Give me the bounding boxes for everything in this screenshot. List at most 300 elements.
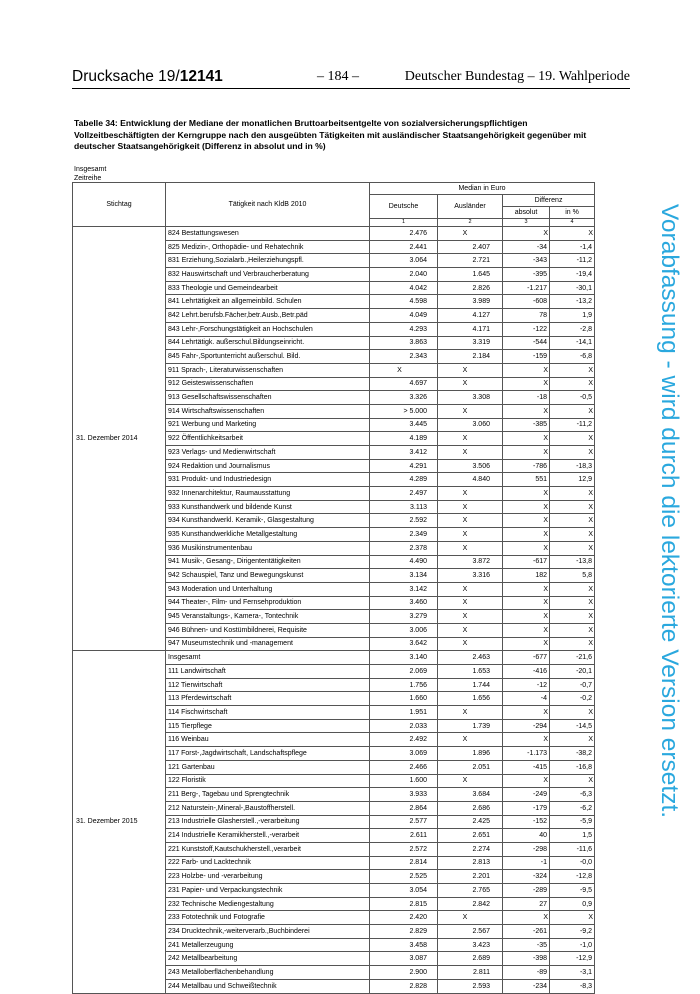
pct-cell: -9,2 — [550, 925, 595, 939]
pct-cell: -14,5 — [550, 719, 595, 733]
deutsche-cell: 4.189 — [370, 432, 438, 446]
taetigkeit-cell: 833 Theologie und Gemeindearbeit — [166, 281, 370, 295]
deutsche-cell: 3.069 — [370, 747, 438, 761]
taetigkeit-cell: 116 Weinbau — [166, 733, 370, 747]
pct-cell: -13,2 — [550, 295, 595, 309]
pct-cell: -1,0 — [550, 938, 595, 952]
auslaender-cell: 1.653 — [438, 665, 503, 679]
deutsche-cell: 4.490 — [370, 555, 438, 569]
deutsche-cell: 3.006 — [370, 623, 438, 637]
absolut-cell: -179 — [503, 801, 550, 815]
taetigkeit-cell: 232 Technische Mediengestaltung — [166, 897, 370, 911]
auslaender-cell: 4.171 — [438, 322, 503, 336]
deutsche-cell: 3.140 — [370, 651, 438, 665]
deutsche-cell: 3.460 — [370, 596, 438, 610]
auslaender-cell: X — [438, 432, 503, 446]
auslaender-cell: X — [438, 446, 503, 460]
auslaender-cell: X — [438, 528, 503, 542]
auslaender-cell: 4.127 — [438, 309, 503, 323]
pct-cell: -30,1 — [550, 281, 595, 295]
deutsche-cell: 2.492 — [370, 733, 438, 747]
pct-cell: -21,6 — [550, 651, 595, 665]
taetigkeit-cell: 936 Musikinstrumentenbau — [166, 541, 370, 555]
deutsche-cell: 2.040 — [370, 268, 438, 282]
deutsche-cell: 2.349 — [370, 528, 438, 542]
pct-cell: -16,8 — [550, 760, 595, 774]
meta-line: Insgesamt — [74, 166, 107, 173]
deutsche-cell: 3.113 — [370, 500, 438, 514]
absolut-cell: X — [503, 911, 550, 925]
pct-cell: -19,4 — [550, 268, 595, 282]
deutsche-cell: 2.069 — [370, 665, 438, 679]
deutsche-cell: 2.814 — [370, 856, 438, 870]
auslaender-cell: 3.684 — [438, 788, 503, 802]
pct-cell: X — [550, 404, 595, 418]
absolut-cell: X — [503, 541, 550, 555]
auslaender-cell: 1.739 — [438, 719, 503, 733]
auslaender-cell: 2.689 — [438, 952, 503, 966]
auslaender-cell: X — [438, 487, 503, 501]
auslaender-cell: 2.407 — [438, 240, 503, 254]
absolut-cell: -89 — [503, 966, 550, 980]
deutsche-cell: 3.642 — [370, 637, 438, 651]
taetigkeit-cell: 934 Kunsthandwerkl. Keramik-, Glasgestaltung — [166, 514, 370, 528]
deutsche-cell: 3.054 — [370, 884, 438, 898]
taetigkeit-cell: 231 Papier- und Verpackungstechnik — [166, 884, 370, 898]
deutsche-cell: 2.577 — [370, 815, 438, 829]
absolut-cell: -1.217 — [503, 281, 550, 295]
auslaender-cell: 2.842 — [438, 897, 503, 911]
auslaender-cell: X — [438, 377, 503, 391]
absolut-cell: X — [503, 637, 550, 651]
taetigkeit-cell: 946 Bühnen- und Kostümbildnerei, Requisite — [166, 623, 370, 637]
absolut-cell: -35 — [503, 938, 550, 952]
pct-cell: -20,1 — [550, 665, 595, 679]
deutsche-cell: 2.343 — [370, 350, 438, 364]
absolut-cell: X — [503, 582, 550, 596]
deutsche-cell: 2.815 — [370, 897, 438, 911]
absolut-cell: X — [503, 733, 550, 747]
pct-cell: -0,7 — [550, 678, 595, 692]
pct-cell: -11,2 — [550, 418, 595, 432]
deutsche-cell: 2.900 — [370, 966, 438, 980]
absolut-cell: -617 — [503, 555, 550, 569]
auslaender-cell: X — [438, 706, 503, 720]
pct-cell: X — [550, 363, 595, 377]
auslaender-cell: 2.765 — [438, 884, 503, 898]
pct-cell: -12,9 — [550, 952, 595, 966]
auslaender-cell: 2.651 — [438, 829, 503, 843]
absolut-cell: -677 — [503, 651, 550, 665]
deutsche-cell: 3.863 — [370, 336, 438, 350]
document-number: Drucksache 19/12141 — [72, 68, 223, 85]
taetigkeit-cell: 921 Werbung und Marketing — [166, 418, 370, 432]
pct-cell: X — [550, 446, 595, 460]
auslaender-cell: 2.274 — [438, 842, 503, 856]
absolut-cell: -12 — [503, 678, 550, 692]
deutsche-cell: 1.600 — [370, 774, 438, 788]
pct-cell: X — [550, 774, 595, 788]
deutsche-cell: 2.378 — [370, 541, 438, 555]
taetigkeit-cell: 242 Metallbearbeitung — [166, 952, 370, 966]
auslaender-cell: X — [438, 514, 503, 528]
pct-cell: X — [550, 582, 595, 596]
pct-cell: -9,5 — [550, 884, 595, 898]
deutsche-cell: 3.412 — [370, 446, 438, 460]
absolut-cell: -294 — [503, 719, 550, 733]
taetigkeit-cell: 845 Fahr-,Sportunterricht außerschul. Bild. — [166, 350, 370, 364]
deutsche-cell: 4.697 — [370, 377, 438, 391]
table-title: Tabelle 34: Entwicklung der Mediane der monatlichen Bruttoarbeitsentgelte von sozialversicherungspflichtigen Vollzeitbeschäftigten der Kerngruppe nach den ausgeübten Tätigkeiten mit ausländischer Staatsangehörigkeit gegenüber mit deutscher Staatsangehörigkeit (Differenz in absolut und in %) — [74, 118, 587, 151]
taetigkeit-cell: 841 Lehrtätigkeit an allgemeinbild. Schulen — [166, 295, 370, 309]
pct-cell: 5,8 — [550, 569, 595, 583]
auslaender-cell: 3.308 — [438, 391, 503, 405]
header-median: Median in Euro — [370, 183, 595, 195]
pct-cell: -5,9 — [550, 815, 595, 829]
auslaender-cell: 2.686 — [438, 801, 503, 815]
auslaender-cell: X — [438, 733, 503, 747]
taetigkeit-cell: 121 Gartenbau — [166, 760, 370, 774]
absolut-cell: -544 — [503, 336, 550, 350]
deutsche-cell: 4.291 — [370, 459, 438, 473]
pct-cell: X — [550, 500, 595, 514]
deutsche-cell: 2.829 — [370, 925, 438, 939]
auslaender-cell: 2.813 — [438, 856, 503, 870]
header-differenz: Differenz — [503, 195, 595, 207]
absolut-cell: X — [503, 528, 550, 542]
auslaender-cell: 3.060 — [438, 418, 503, 432]
column-number: 2 — [438, 219, 503, 227]
absolut-cell: 27 — [503, 897, 550, 911]
taetigkeit-cell: 213 Industrielle Glasherstell.,-verarbeitung — [166, 815, 370, 829]
absolut-cell: X — [503, 487, 550, 501]
taetigkeit-cell: 932 Innenarchitektur, Raumausstattung — [166, 487, 370, 501]
taetigkeit-cell: 844 Lehrtätigk. außerschul.Bildungseinricht. — [166, 336, 370, 350]
taetigkeit-cell: 241 Metallerzeugung — [166, 938, 370, 952]
pct-cell: X — [550, 596, 595, 610]
taetigkeit-cell: 222 Farb- und Lacktechnik — [166, 856, 370, 870]
auslaender-cell: X — [438, 363, 503, 377]
header-stichtag: Stichtag — [73, 183, 166, 227]
absolut-cell: X — [503, 623, 550, 637]
deutsche-cell: 4.598 — [370, 295, 438, 309]
auslaender-cell: X — [438, 623, 503, 637]
absolut-cell: X — [503, 404, 550, 418]
pct-cell: -6,8 — [550, 350, 595, 364]
absolut-cell: -122 — [503, 322, 550, 336]
stichtag-cell: 31. Dezember 2014 — [73, 227, 166, 651]
pct-cell: -0,5 — [550, 391, 595, 405]
watermark-text: Vorabfassung - wird durch die lektorierte Version ersetzt. — [656, 203, 683, 819]
header-taetigkeit: Tätigkeit nach KldB 2010 — [166, 183, 370, 227]
auslaender-cell: 3.423 — [438, 938, 503, 952]
absolut-cell: -385 — [503, 418, 550, 432]
taetigkeit-cell: 931 Produkt- und Industriedesign — [166, 473, 370, 487]
absolut-cell: X — [503, 363, 550, 377]
auslaender-cell: 2.593 — [438, 979, 503, 993]
deutsche-cell: X — [370, 363, 438, 377]
deutsche-cell: > 5.000 — [370, 404, 438, 418]
pct-cell: X — [550, 377, 595, 391]
taetigkeit-cell: 825 Medizin-, Orthopädie- und Rehatechnik — [166, 240, 370, 254]
taetigkeit-cell: 914 Wirtschaftswissenschaften — [166, 404, 370, 418]
column-number: 1 — [370, 219, 438, 227]
absolut-cell: X — [503, 446, 550, 460]
table-meta — [74, 166, 106, 183]
absolut-cell: -249 — [503, 788, 550, 802]
taetigkeit-cell: 117 Forst-,Jagdwirtschaft, Landschaftspflege — [166, 747, 370, 761]
deutsche-cell: 1.660 — [370, 692, 438, 706]
taetigkeit-cell: 947 Museumstechnik und -management — [166, 637, 370, 651]
absolut-cell: -415 — [503, 760, 550, 774]
taetigkeit-cell: 842 Lehrt.berufsb.Fächer,betr.Ausb.,Betr.päd — [166, 309, 370, 323]
auslaender-cell: 2.184 — [438, 350, 503, 364]
absolut-cell: -1.173 — [503, 747, 550, 761]
deutsche-cell: 3.458 — [370, 938, 438, 952]
pct-cell: X — [550, 514, 595, 528]
deutsche-cell: 4.049 — [370, 309, 438, 323]
auslaender-cell: 2.567 — [438, 925, 503, 939]
deutsche-cell: 3.087 — [370, 952, 438, 966]
deutsche-cell: 3.064 — [370, 254, 438, 268]
deutsche-cell: 2.497 — [370, 487, 438, 501]
taetigkeit-cell: 843 Lehr-,Forschungstätigkeit an Hochschulen — [166, 322, 370, 336]
deutsche-cell: 2.611 — [370, 829, 438, 843]
auslaender-cell: 1.645 — [438, 268, 503, 282]
absolut-cell: 40 — [503, 829, 550, 843]
pct-cell: X — [550, 733, 595, 747]
auslaender-cell: 2.463 — [438, 651, 503, 665]
absolut-cell: X — [503, 706, 550, 720]
auslaender-cell: 3.319 — [438, 336, 503, 350]
deutsche-cell: 2.828 — [370, 979, 438, 993]
taetigkeit-cell: 115 Tierpflege — [166, 719, 370, 733]
absolut-cell: X — [503, 610, 550, 624]
auslaender-cell: 1.744 — [438, 678, 503, 692]
taetigkeit-cell: Insgesamt — [166, 651, 370, 665]
auslaender-cell: 2.425 — [438, 815, 503, 829]
stichtag-cell: 31. Dezember 2015 — [73, 651, 166, 993]
deutsche-cell: 2.864 — [370, 801, 438, 815]
column-number: 3 — [503, 219, 550, 227]
absolut-cell: -261 — [503, 925, 550, 939]
pct-cell: -2,8 — [550, 322, 595, 336]
absolut-cell: X — [503, 514, 550, 528]
taetigkeit-cell: 922 Öffentlichkeitsarbeit — [166, 432, 370, 446]
deutsche-cell: 2.572 — [370, 842, 438, 856]
auslaender-cell: 2.721 — [438, 254, 503, 268]
absolut-cell: -786 — [503, 459, 550, 473]
absolut-cell: -608 — [503, 295, 550, 309]
data-table — [72, 182, 595, 994]
absolut-cell: -324 — [503, 870, 550, 884]
deutsche-cell: 1.951 — [370, 706, 438, 720]
pct-cell: -6,2 — [550, 801, 595, 815]
auslaender-cell: X — [438, 500, 503, 514]
pct-cell: X — [550, 623, 595, 637]
absolut-cell: 551 — [503, 473, 550, 487]
absolut-cell: X — [503, 500, 550, 514]
auslaender-cell: X — [438, 582, 503, 596]
header-in-pct: in % — [550, 207, 595, 219]
header-absolut: absolut — [503, 207, 550, 219]
auslaender-cell: X — [438, 610, 503, 624]
pct-cell: 1,5 — [550, 829, 595, 843]
taetigkeit-cell: 113 Pferdewirtschaft — [166, 692, 370, 706]
deutsche-cell: 3.134 — [370, 569, 438, 583]
pct-cell: X — [550, 432, 595, 446]
pct-cell: -38,2 — [550, 747, 595, 761]
taetigkeit-cell: 924 Redaktion und Journalismus — [166, 459, 370, 473]
deutsche-cell: 2.033 — [370, 719, 438, 733]
column-number: 4 — [550, 219, 595, 227]
auslaender-cell: X — [438, 541, 503, 555]
deutsche-cell: 2.466 — [370, 760, 438, 774]
deutsche-cell: 2.420 — [370, 911, 438, 925]
taetigkeit-cell: 114 Fischwirtschaft — [166, 706, 370, 720]
deutsche-cell: 3.933 — [370, 788, 438, 802]
absolut-cell: -289 — [503, 884, 550, 898]
absolut-cell: -34 — [503, 240, 550, 254]
taetigkeit-cell: 913 Gesellschaftswissenschaften — [166, 391, 370, 405]
auslaender-cell: X — [438, 596, 503, 610]
absolut-cell: X — [503, 227, 550, 241]
auslaender-cell: X — [438, 637, 503, 651]
header-deutsche: Deutsche — [370, 195, 438, 219]
pct-cell: -0,2 — [550, 692, 595, 706]
pct-cell: -14,1 — [550, 336, 595, 350]
taetigkeit-cell: 911 Sprach-, Literaturwissenschaften — [166, 363, 370, 377]
taetigkeit-cell: 211 Berg-, Tagebau und Sprengtechnik — [166, 788, 370, 802]
pct-cell: X — [550, 487, 595, 501]
auslaender-cell: X — [438, 774, 503, 788]
table-row — [73, 651, 595, 665]
pct-cell: -11,6 — [550, 842, 595, 856]
taetigkeit-cell: 244 Metallbau und Schweißtechnik — [166, 979, 370, 993]
deutsche-cell: 4.289 — [370, 473, 438, 487]
pct-cell: X — [550, 911, 595, 925]
taetigkeit-cell: 214 Industrielle Keramikherstell.,-verarbeit — [166, 829, 370, 843]
absolut-cell: 78 — [503, 309, 550, 323]
pct-cell: -0,0 — [550, 856, 595, 870]
page-header — [72, 68, 630, 90]
auslaender-cell: 3.872 — [438, 555, 503, 569]
absolut-cell: X — [503, 774, 550, 788]
auslaender-cell: 2.051 — [438, 760, 503, 774]
absolut-cell: -159 — [503, 350, 550, 364]
absolut-cell: -395 — [503, 268, 550, 282]
taetigkeit-cell: 943 Moderation und Unterhaltung — [166, 582, 370, 596]
auslaender-cell: 1.896 — [438, 747, 503, 761]
deutsche-cell: 2.525 — [370, 870, 438, 884]
auslaender-cell: X — [438, 404, 503, 418]
deutsche-cell: 3.326 — [370, 391, 438, 405]
deutsche-cell: 3.142 — [370, 582, 438, 596]
taetigkeit-cell: 935 Kunsthandwerkliche Metallgestaltung — [166, 528, 370, 542]
auslaender-cell: X — [438, 227, 503, 241]
pct-cell: 12,9 — [550, 473, 595, 487]
pct-cell: -12,8 — [550, 870, 595, 884]
pct-cell: 0,9 — [550, 897, 595, 911]
pct-cell: -6,3 — [550, 788, 595, 802]
pct-cell: -13,8 — [550, 555, 595, 569]
taetigkeit-cell: 832 Hauswirtschaft und Verbraucherberatung — [166, 268, 370, 282]
deutsche-cell: 2.476 — [370, 227, 438, 241]
absolut-cell: X — [503, 432, 550, 446]
taetigkeit-cell: 221 Kunststoff,Kautschukherstell.,verarbeit — [166, 842, 370, 856]
taetigkeit-cell: 243 Metalloberflächenbehandlung — [166, 966, 370, 980]
absolut-cell: X — [503, 596, 550, 610]
auslaender-cell: 2.826 — [438, 281, 503, 295]
auslaender-cell: 1.656 — [438, 692, 503, 706]
pct-cell: -11,2 — [550, 254, 595, 268]
taetigkeit-cell: 945 Veranstaltungs-, Kamera-, Tontechnik — [166, 610, 370, 624]
table-body — [73, 227, 595, 994]
absolut-cell: -343 — [503, 254, 550, 268]
absolut-cell: -398 — [503, 952, 550, 966]
taetigkeit-cell: 212 Naturstein-,Mineral-,Baustoffherstell. — [166, 801, 370, 815]
taetigkeit-cell: 941 Musik-, Gesang-, Dirigententätigkeiten — [166, 555, 370, 569]
taetigkeit-cell: 944 Theater-, Film- und Fernsehproduktion — [166, 596, 370, 610]
absolut-cell: -4 — [503, 692, 550, 706]
auslaender-cell: X — [438, 911, 503, 925]
pct-cell: -1,4 — [550, 240, 595, 254]
taetigkeit-cell: 234 Drucktechnik,-weiterverarb.,Buchbinderei — [166, 925, 370, 939]
absolut-cell: 182 — [503, 569, 550, 583]
taetigkeit-cell: 223 Holzbe- und -verarbeitung — [166, 870, 370, 884]
pct-cell: -3,1 — [550, 966, 595, 980]
table-row — [73, 227, 595, 241]
auslaender-cell: 2.811 — [438, 966, 503, 980]
header-rule — [72, 88, 630, 89]
deutsche-cell: 2.592 — [370, 514, 438, 528]
taetigkeit-cell: 233 Fototechnik und Fotografie — [166, 911, 370, 925]
taetigkeit-cell: 923 Verlags- und Medienwirtschaft — [166, 446, 370, 460]
taetigkeit-cell: 111 Landwirtschaft — [166, 665, 370, 679]
taetigkeit-cell: 831 Erziehung,Sozialarb.,Heilerziehungspfl. — [166, 254, 370, 268]
absolut-cell: -1 — [503, 856, 550, 870]
deutsche-cell: 3.445 — [370, 418, 438, 432]
auslaender-cell: 3.506 — [438, 459, 503, 473]
auslaender-cell: 3.316 — [438, 569, 503, 583]
page-number: – 184 – — [317, 69, 359, 84]
meta-line: Zeitreihe — [74, 174, 102, 182]
deutsche-cell: 1.756 — [370, 678, 438, 692]
auslaender-cell: 4.840 — [438, 473, 503, 487]
pct-cell: X — [550, 541, 595, 555]
auslaender-cell: 2.201 — [438, 870, 503, 884]
deutsche-cell: 4.293 — [370, 322, 438, 336]
pct-cell: -18,3 — [550, 459, 595, 473]
pct-cell: 1,9 — [550, 309, 595, 323]
absolut-cell: -152 — [503, 815, 550, 829]
auslaender-cell: 3.989 — [438, 295, 503, 309]
pct-cell: X — [550, 706, 595, 720]
absolut-cell: -234 — [503, 979, 550, 993]
absolut-cell: -416 — [503, 665, 550, 679]
taetigkeit-cell: 942 Schauspiel, Tanz und Bewegungskunst — [166, 569, 370, 583]
taetigkeit-cell: 824 Bestattungswesen — [166, 227, 370, 241]
deutsche-cell: 4.042 — [370, 281, 438, 295]
deutsche-cell: 2.441 — [370, 240, 438, 254]
pct-cell: -8,3 — [550, 979, 595, 993]
taetigkeit-cell: 112 Tierwirtschaft — [166, 678, 370, 692]
taetigkeit-cell: 122 Floristik — [166, 774, 370, 788]
pct-cell: X — [550, 610, 595, 624]
taetigkeit-cell: 933 Kunsthandwerk und bildende Kunst — [166, 500, 370, 514]
absolut-cell: -18 — [503, 391, 550, 405]
pct-cell: X — [550, 227, 595, 241]
